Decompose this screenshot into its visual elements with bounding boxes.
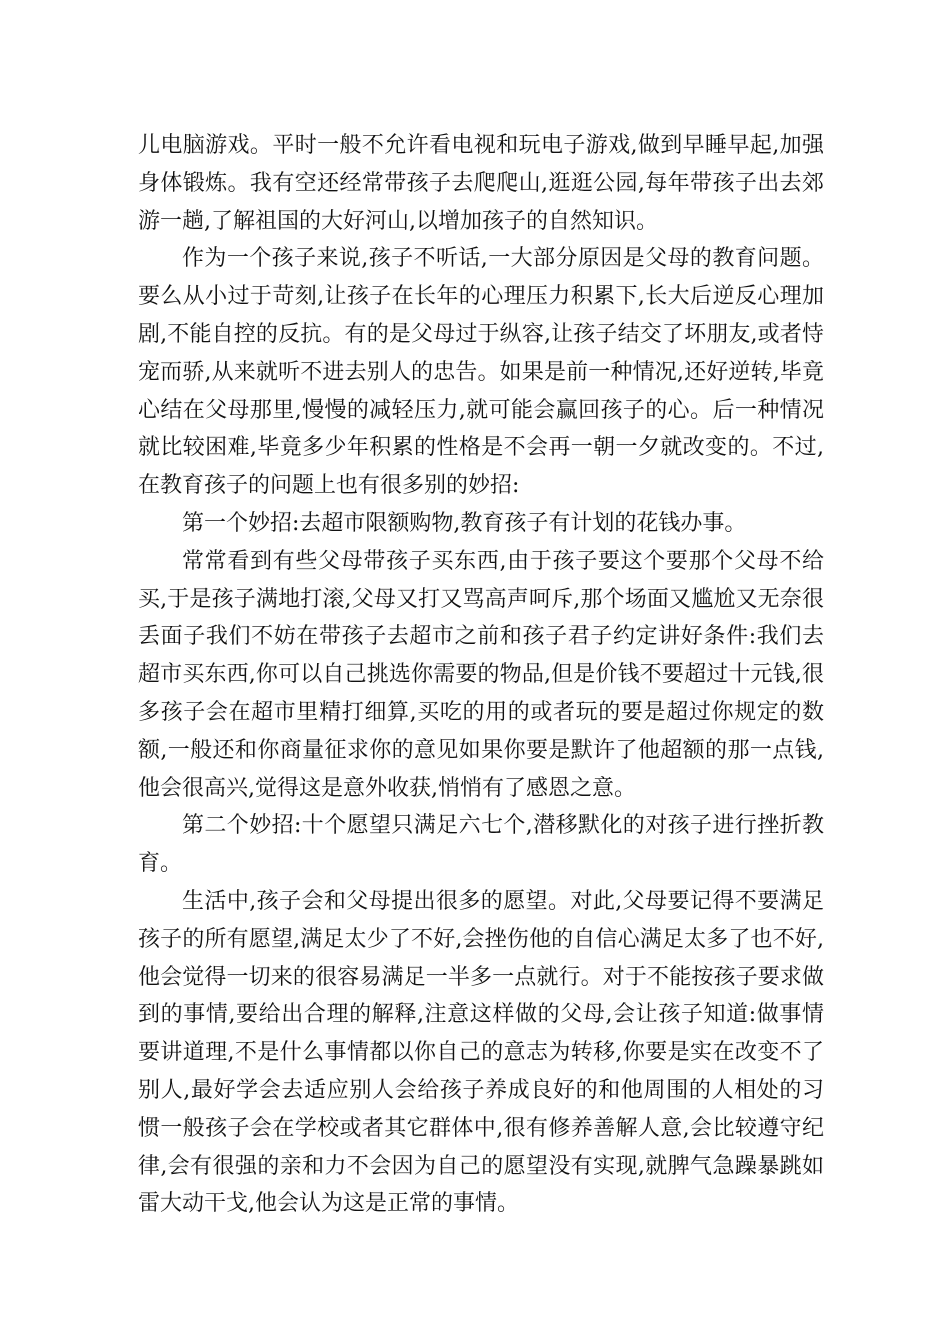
paragraph-4: 常常看到有些父母带孩子买东西,由于孩子要这个要那个父母不给买,于是孩子满地打滚,父母又打又骂高声呵斥,那个场面又尴尬又无奈很丢面子我们不妨在带孩子去超市之前和孩子君子约定讲好条件:我们去超市买东西,你可以自己挑选你需要的物品,但是价钱不要超过十元钱,很多孩子会在超市里精打细算,买吃的用的或者玩的要是超过你规定的数额,一般还和你商量征求你的意见如果你要是默许了他超额的那一点钱,他会很高兴,觉得这是意外收获,悄悄有了感恩之意。 <box>138 548 824 801</box>
body-text <box>138 127 824 1223</box>
paragraph-5: 第二个妙招:十个愿望只满足六七个,潜移默化的对孩子进行挫折教育。 <box>138 813 824 877</box>
paragraph-2: 作为一个孩子来说,孩子不听话,一大部分原因是父母的教育问题。要么从小过于苛刻,让孩子在长年的心理压力积累下,长大后逆反心理加剧,不能自控的反抗。有的是父母过于纵容,让孩子结交了坏朋友,或者恃宠而骄,从来就听不进去别人的忠告。如果是前一种情况,还好逆转,毕竟心结在父母那里,慢慢的减轻压力,就可能会赢回孩子的心。后一种情况就比较困难,毕竟多少年积累的性格是不会再一朝一夕就改变的。不过,在教育孩子的问题上也有很多别的妙招: <box>138 246 824 499</box>
paragraph-6: 生活中,孩子会和父母提出很多的愿望。对此,父母要记得不要满足孩子的所有愿望,满足太少了不好,会挫伤他的自信心满足太多了也不好,他会觉得一切来的很容易满足一半多一点就行。对于不能按孩子要求做到的事情,要给出合理的解释,注意这样做的父母,会让孩子知道:做事情要讲道理,不是什么事情都以你自己的意志为转移,你要是实在改变不了别人,最好学会去适应别人会给孩子养成良好的和他周围的人相处的习惯一般孩子会在学校或者其它群体中,很有修养善解人意,会比较遵守纪律,会有很强的亲和力不会因为自己的愿望没有实现,就脾气急躁暴跳如雷大动干戈,他会认为这是正常的事情。 <box>138 888 824 1217</box>
paragraph-1: 儿电脑游戏。平时一般不允许看电视和玩电子游戏,做到早睡早起,加强身体锻炼。我有空还经常带孩子去爬爬山,逛逛公园,每年带孩子出去郊游一趟,了解祖国的大好河山,以增加孩子的自然知识。 <box>138 133 824 234</box>
paragraph-3: 第一个妙招:去超市限额购物,教育孩子有计划的花钱办事。 <box>182 510 747 536</box>
